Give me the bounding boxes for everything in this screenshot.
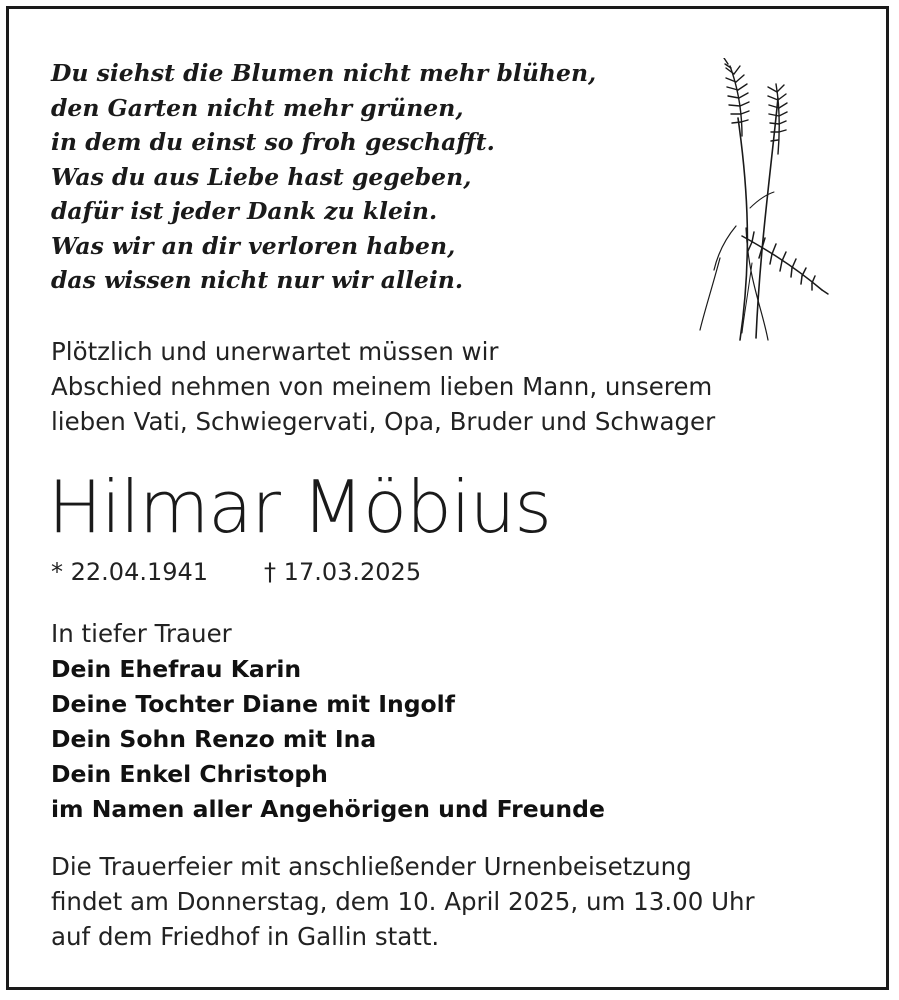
funeral-line: Die Trauerfeier mit anschließender Urnenbeisetzung [51,852,692,881]
wheat-ears-icon [690,58,830,348]
poem [51,56,596,298]
funeral-info [51,849,755,954]
mourner-name: im Namen aller Angehörigen und Freunde [51,795,605,823]
poem-line: den Garten nicht mehr grünen, [51,93,464,122]
life-dates [51,556,421,588]
death-date: † 17.03.2025 [264,558,422,586]
birth-date: * 22.04.1941 [51,558,209,586]
mourning-heading: In tiefer Trauer [51,619,232,648]
mourners-list [51,652,605,827]
poem-line: in dem du einst so froh geschafft. [51,128,495,156]
poem-line: Was wir an dir verloren haben, [51,231,456,260]
intro-line: Abschied nehmen von meinem lieben Mann, unserem [51,372,713,401]
intro-text [51,334,715,439]
mourner-name: Dein Ehefrau Karin [51,655,302,683]
mourner-name: Deine Tochter Diane mit Ingolf [51,690,455,718]
poem-line: Du siehst die Blumen nicht mehr blühen, [51,59,597,87]
intro-line: lieben Vati, Schwiegervati, Opa, Bruder und Schwager [51,407,716,436]
mourner-name: Dein Enkel Christoph [51,760,328,788]
funeral-line: findet am Donnerstag, dem 10. April 2025, um 13.00 Uhr [51,887,755,916]
poem-line: das wissen nicht nur wir allein. [51,266,464,294]
poem-line: dafür ist jeder Dank zu klein. [51,197,438,225]
poem-line: Was du aus Liebe hast gegeben, [51,162,472,191]
mourner-name: Dein Sohn Renzo mit Ina [51,725,377,753]
intro-line: Plötzlich und unerwartet müssen wir [51,337,499,366]
deceased-name: Hilmar Möbius [48,465,551,549]
funeral-line: auf dem Friedhof in Gallin statt. [51,922,440,951]
